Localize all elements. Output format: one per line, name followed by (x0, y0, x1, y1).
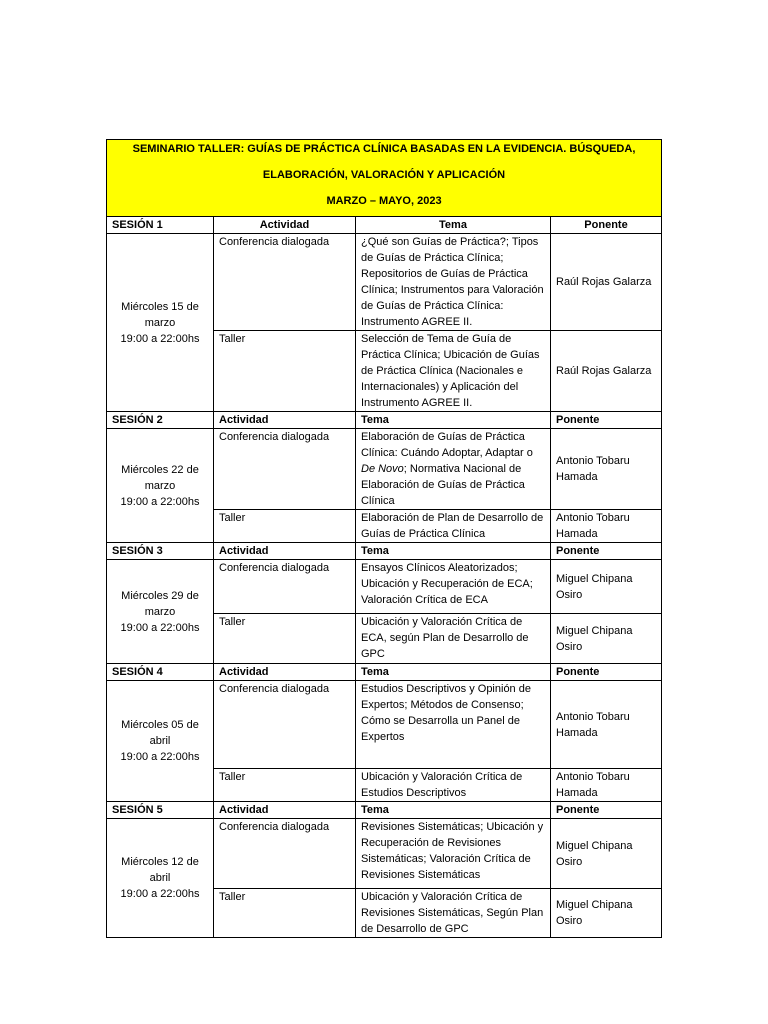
actividad-header: Actividad (214, 802, 356, 819)
session-date (107, 234, 214, 412)
ponente-cell: Raúl Rojas Galarza (551, 331, 662, 412)
actividad-cell: Taller (214, 769, 356, 802)
date-line: Miércoles 22 de (121, 463, 199, 476)
date-line: abril (149, 735, 171, 747)
session-header-row (107, 543, 662, 560)
tema-cell: ¿Qué son Guías de Práctica?; Tipos de Guías de Práctica Clínica; Repositorios de Guías de Práctica Clínica; Instrumentos para Valoración de Guías de Práctica Clínica: Instrumento AGREE II. (356, 234, 551, 331)
time-line: 19:00 a 22:00hs (120, 495, 200, 508)
session-label: SESIÓN 1 (107, 217, 214, 234)
tema-cell: Elaboración de Plan de Desarrollo de Guías de Práctica Clínica (356, 510, 551, 543)
session-label: SESIÓN 4 (107, 664, 214, 681)
ponente-cell: Miguel Chipana Osiro (551, 560, 662, 614)
table-row (107, 681, 662, 769)
tema-header: Tema (356, 664, 551, 681)
title-line-3: MARZO – MAYO, 2023 (326, 195, 442, 207)
session-header-row (107, 412, 662, 429)
ponente-cell: Antonio Tobaru Hamada (551, 510, 662, 543)
session-label: SESIÓN 3 (107, 543, 214, 560)
actividad-cell: Taller (214, 331, 356, 412)
ponente-header: Ponente (551, 664, 662, 681)
table-row (107, 429, 662, 510)
schedule-table (106, 139, 662, 938)
date-line: marzo (144, 605, 176, 618)
date-line: abril (149, 872, 171, 884)
session-header-row (107, 217, 662, 234)
actividad-header: Actividad (214, 664, 356, 681)
tema-header: Tema (356, 217, 551, 234)
tema-cell: Selección de Tema de Guía de Práctica Clínica; Ubicación de Guías de Práctica Clínica (Nacionales e Internacionales) y Aplicación del Instrumento AGREE II. (356, 331, 551, 412)
tema-cell: Ubicación y Valoración Crítica de Revisiones Sistemáticas, Según Plan de Desarrollo de GPC (356, 889, 551, 938)
time-line: 19:00 a 22:00hs (120, 621, 200, 634)
time-line: 19:00 a 22:00hs (120, 751, 200, 763)
tema-header: Tema (356, 543, 551, 560)
actividad-cell: Conferencia dialogada (214, 234, 356, 331)
ponente-header: Ponente (551, 217, 662, 234)
time-line: 19:00 a 22:00hs (120, 332, 200, 345)
ponente-cell: Antonio Tobaru Hamada (551, 681, 662, 769)
tema-cell: Revisiones Sistemáticas; Ubicación y Recuperación de Revisiones Sistemáticas; Valoración Crítica de Revisiones Sistemáticas (356, 819, 551, 889)
title-line-1: SEMINARIO TALLER: GUÍAS DE PRÁCTICA CLÍNICA BASADAS EN LA EVIDENCIA. BÚSQUEDA, (132, 143, 636, 155)
date-line: marzo (144, 316, 176, 329)
actividad-cell: Conferencia dialogada (214, 560, 356, 614)
ponente-cell: Miguel Chipana Osiro (551, 819, 662, 889)
ponente-cell: Antonio Tobaru Hamada (551, 429, 662, 510)
title-banner (107, 140, 662, 217)
title-row (107, 140, 662, 217)
actividad-cell: Conferencia dialogada (214, 681, 356, 769)
date-line: Miércoles 05 de (121, 719, 199, 731)
tema-cell: Estudios Descriptivos y Opinión de Expertos; Métodos de Consenso; Cómo se Desarrolla un Panel de Expertos (356, 681, 551, 769)
date-line: Miércoles 15 de (121, 300, 199, 313)
session-date (107, 560, 214, 664)
actividad-cell: Taller (214, 510, 356, 543)
tema-cell: Ubicación y Valoración Crítica de Estudios Descriptivos (356, 769, 551, 802)
table-row (107, 819, 662, 889)
table-row (107, 560, 662, 614)
ponente-header: Ponente (551, 412, 662, 429)
tema-cell: Ensayos Clínicos Aleatorizados; Ubicación y Recuperación de ECA; Valoración Crítica de ECA (356, 560, 551, 614)
actividad-cell: Taller (214, 614, 356, 664)
actividad-cell: Conferencia dialogada (214, 819, 356, 889)
ponente-header: Ponente (551, 802, 662, 819)
ponente-cell: Miguel Chipana Osiro (551, 889, 662, 938)
tema-header: Tema (356, 412, 551, 429)
session-header-row (107, 802, 662, 819)
date-line: Miércoles 29 de (121, 589, 199, 602)
date-line: Miércoles 12 de (121, 856, 199, 868)
title-line-2: ELABORACIÓN, VALORACIÓN Y APLICACIÓN (262, 169, 506, 181)
ponente-cell: Antonio Tobaru Hamada (551, 769, 662, 802)
ponente-cell: Miguel Chipana Osiro (551, 614, 662, 664)
session-date (107, 681, 214, 802)
actividad-header: Actividad (214, 412, 356, 429)
session-date (107, 429, 214, 543)
actividad-cell: Taller (214, 889, 356, 938)
session-date (107, 819, 214, 938)
actividad-header: Actividad (214, 217, 356, 234)
tema-text: Elaboración de Guías de Práctica Clínica: Cuándo Adoptar, Adaptar o (361, 431, 533, 459)
tema-header: Tema (356, 802, 551, 819)
tema-cell: Ubicación y Valoración Crítica de ECA, según Plan de Desarrollo de GPC (356, 614, 551, 664)
ponente-header: Ponente (551, 543, 662, 560)
tema-text: ; Normativa Nacional de Elaboración de Guías de Práctica Clínica (361, 463, 525, 507)
session-label: SESIÓN 5 (107, 802, 214, 819)
actividad-cell: Conferencia dialogada (214, 429, 356, 510)
tema-cell (356, 429, 551, 510)
session-label: SESIÓN 2 (107, 412, 214, 429)
schedule-document (106, 139, 661, 938)
date-line: marzo (144, 479, 176, 492)
session-header-row (107, 664, 662, 681)
actividad-header: Actividad (214, 543, 356, 560)
tema-emphasis: De Novo (361, 463, 404, 475)
table-row (107, 234, 662, 331)
time-line: 19:00 a 22:00hs (120, 888, 200, 900)
ponente-cell: Raúl Rojas Galarza (551, 234, 662, 331)
